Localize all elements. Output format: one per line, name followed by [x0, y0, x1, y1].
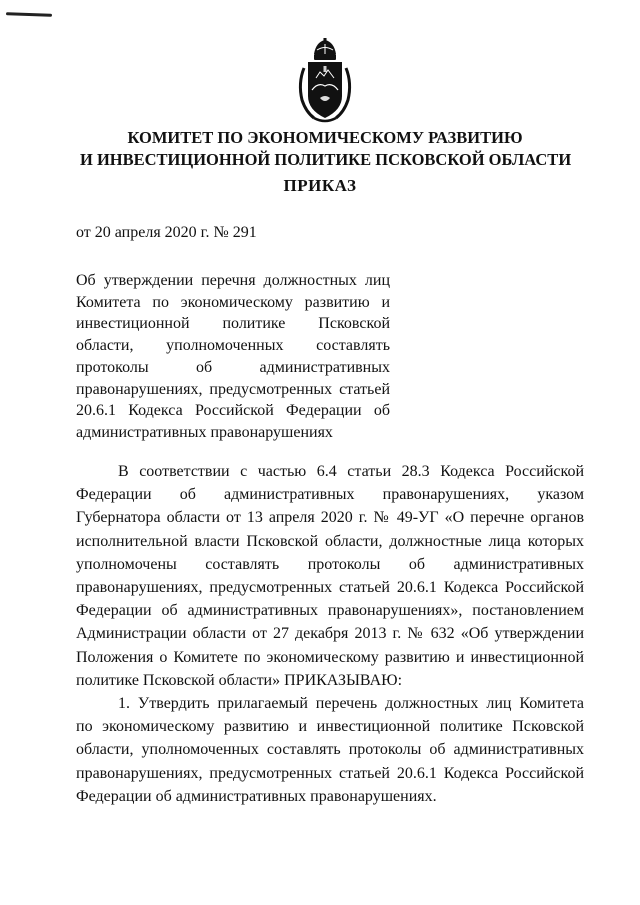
scan-artifact-mark	[6, 12, 52, 17]
organization-name	[80, 127, 570, 171]
body-line: Федерации об административных правонарушениях.	[76, 787, 437, 805]
body-line: уполномочены составлять протоколы об административных	[76, 555, 584, 573]
subject-line: Комитета по экономическому развитию и	[76, 293, 390, 311]
body-line: Федерации об административных правонарушениях», постановлением	[76, 602, 584, 620]
body-line: области, уполномоченных составлять протоколы об административных	[76, 741, 584, 759]
body-line: исполнительной власти Псковской области, должностные лица которых	[76, 532, 584, 550]
body-line: Положения о Комитете по экономическому развитию и инвестиционной	[76, 648, 584, 666]
body-line: 1. Утвердить прилагаемый перечень должностных лиц Комитета	[118, 695, 584, 713]
order-subject	[76, 270, 390, 444]
subject-line: 20.6.1 Кодекса Российской Федерации об	[76, 402, 390, 420]
subject-line: протоколы об административных	[76, 358, 390, 376]
subject-line: правонарушениях, предусмотренных статьей	[76, 380, 390, 398]
body-line: В соответствии с частью 6.4 статьи 28.3 Кодекса Российской	[118, 463, 584, 480]
body-line: Губернатора области от 13 апреля 2020 г. № 49-УГ «О перечне органов	[76, 509, 584, 527]
order-date-number: от 20 апреля 2020 г. № 291	[76, 224, 257, 241]
body-line: правонарушениях, предусмотренных статьей 20.6.1 Кодекса Российской	[76, 579, 584, 597]
pskov-coat-of-arms-icon	[294, 38, 356, 126]
document-type-title: ПРИКАЗ	[283, 176, 357, 195]
body-line: политике Псковской области» ПРИКАЗЫВАЮ:	[76, 671, 403, 689]
subject-line: административных правонарушениях	[76, 423, 333, 441]
body-line: правонарушениях, предусмотренных статьей 20.6.1 Кодекса Российской	[76, 764, 584, 782]
subject-line: области, уполномоченных составлять	[76, 337, 390, 355]
order-body	[76, 460, 584, 808]
subject-line: Об утверждении перечня должностных лиц	[76, 272, 390, 289]
body-line: Администрации области от 27 декабря 2013 г. № 632 «Об утверждении	[76, 625, 584, 643]
body-line: Федерации об административных правонарушениях, указом	[76, 486, 584, 504]
body-line: по экономическому развитию и инвестиционной политике Псковской	[76, 718, 584, 736]
organization-name-line-2: И ИНВЕСТИЦИОННОЙ ПОЛИТИКЕ ПСКОВСКОЙ ОБЛАСТИ	[80, 150, 572, 169]
organization-name-line-1: КОМИТЕТ ПО ЭКОНОМИЧЕСКОМУ РАЗВИТИЮ	[127, 128, 523, 147]
subject-line: инвестиционной политике Псковской	[76, 315, 390, 333]
